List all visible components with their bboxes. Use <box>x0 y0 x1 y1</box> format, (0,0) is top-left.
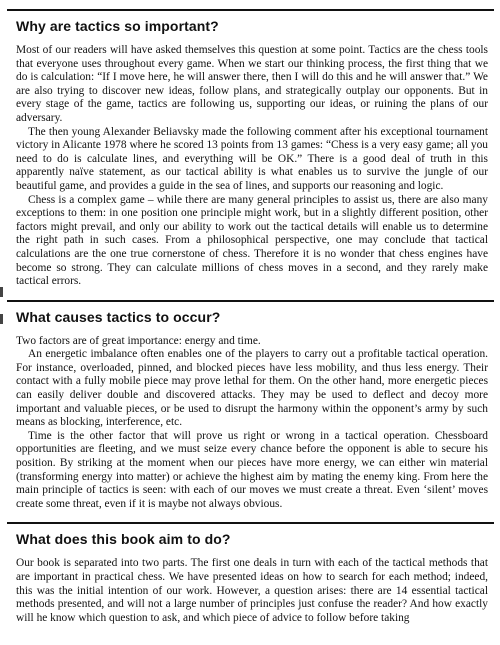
paragraph: Our book is separated into two parts. The first one deals in turn with each of the tactical methods that are important in practical chess. We have presented ideas on how to search for each method; indeed, this was the initial intention of our work. However, a question arises: there are 14 essential tactical methods presented, and will not a large number of principles just confuse the reader? And how exactly will he know which question to ask, and which piece of advice to follow before taking <box>16 557 488 624</box>
paragraph: Time is the other factor that will prove us right or wrong in a tactical operation. Chessboard opportunities are fleeting, and we must seize every chance before the opponent is able to secure his position. By striking at the moment when our pieces have more energy, we can either win material (transforming energy into matter) or achieve the highest aim by mating the enemy king. From here the main principle of tactics is seen: with each of our moves we must create a threat. Even ‘silent’ moves create some threat, even if it is maybe not always obvious. <box>16 429 488 510</box>
section-header-book-aim <box>7 522 494 548</box>
paragraph: Most of our readers will have asked themselves this question at some point. Tactics are the chess tools that everyone uses throughout every game. When we start our thinking process, the first thing that we do is calculation: “If I move here, he will answer there, then I will do this and he will answer that.” We are also trying to discover new ideas, follow plans, and strategically outplay our opponents. But in every stage of the game, tactics are following us, supporting our ideas, or ruining the plans of our adversary. <box>16 44 488 124</box>
section-body-book-aim <box>16 557 488 625</box>
section-body-what-causes <box>16 335 488 512</box>
paragraph: The then young Alexander Beliavsky made the following comment after his exceptional tournament victory in Alicante 1978 where he scored 13 points from 13 games: “Chess is a very easy game; all you need to do is calculate lines, and everything will be OK.” There is a good deal of truth in this apparently naïve statement, as our tactical ability is what enables us to survive the jungle of our beautiful game, and provides a guide in the sea of lines, and supports our reasoning and logic. <box>16 125 488 192</box>
paragraph: An energetic imbalance often enables one of the players to carry out a profitable tactical operation. For instance, overloaded, pinned, and blocked pieces have less mobility, and thus less energy. Their contact with a fully mobile piece may prove lethal for them. On the other hand, more energetic pieces can easily deliver double and discovered attacks. They may be used to deflect and decoy more important and valuable pieces, or be used to disrupt the harmony within the opponent’s army by such means as blocking, interference, etc. <box>16 348 488 429</box>
section-header-what-causes <box>7 300 494 326</box>
section-header-why-important <box>7 9 494 35</box>
page-edge-mark <box>0 287 3 297</box>
paragraph: Two factors are of great importance: energy and time. <box>16 334 261 347</box>
section-heading: What does this book aim to do? <box>16 531 231 548</box>
section-body-why-important <box>16 44 488 289</box>
page-edge-mark <box>0 314 3 324</box>
section-heading: What causes tactics to occur? <box>16 308 221 325</box>
section-heading: Why are tactics so important? <box>16 18 219 34</box>
paragraph: Chess is a complex game – while there are many general principles to assist us, there are also many exceptions to them: in one position one principle might work, but in a slightly different position, other factors might prevail, and only our ability to work out the tactical details will enable us to determine the right path in such cases. From a philosophical perspective, one may conclude that tactical calculations are the one true cornerstone of chess. Therefore it is no wonder that chess engines have become so strong. They can calculate millions of chess moves in a second, and they rarely make tactical errors. <box>16 193 488 288</box>
